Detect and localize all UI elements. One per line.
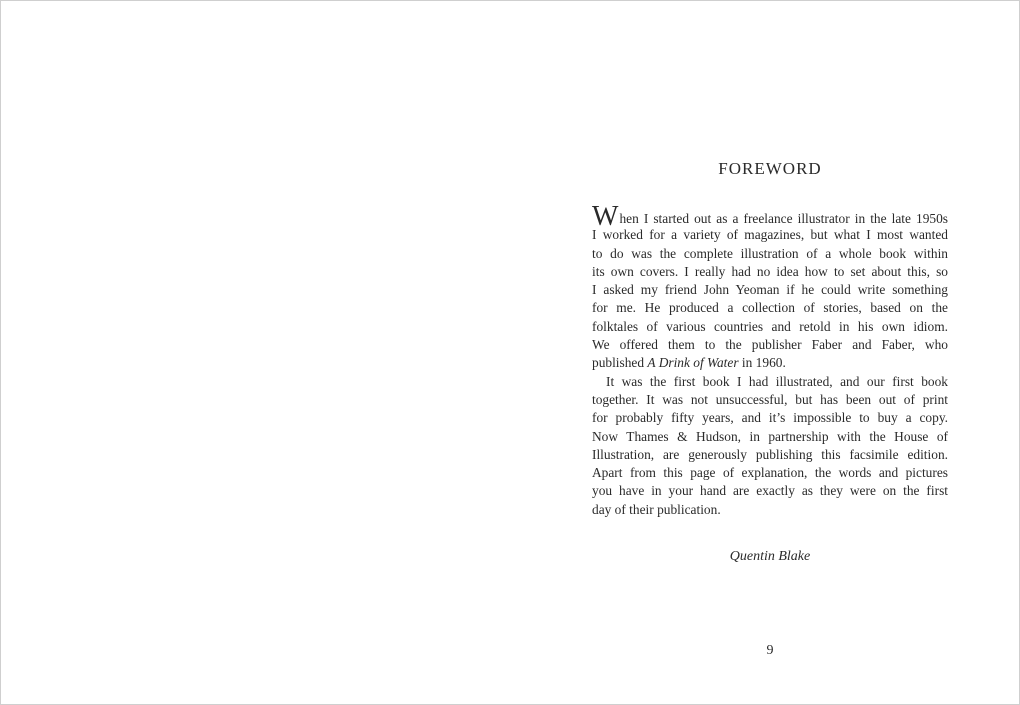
- paragraph-line: Now Thames & Hudson, in partnership with the House of: [592, 428, 948, 444]
- paragraph-line: for me. He produced a collection of stories, based on the: [592, 300, 948, 316]
- line-text: published: [592, 355, 648, 371]
- paragraph-line: together. It was not unsuccessful, but has been out of print: [592, 391, 948, 407]
- foreword-text: [592, 201, 948, 519]
- paragraph-line: to do was the complete illustration of a whole book within: [592, 245, 948, 261]
- paragraph-line: It was the first book I had illustrated, and our first book: [606, 373, 948, 389]
- paragraph-line: day of their publication.: [592, 501, 721, 517]
- page-title: FOREWORD: [718, 159, 822, 178]
- book-title: A Drink of Water: [647, 355, 739, 371]
- paragraph-line: folktales of various countries and retold in his own idiom.: [592, 318, 948, 334]
- line-text: in 1960.: [738, 355, 786, 371]
- paragraph-line: Illustration, are generously publishing this facsimile edition.: [592, 446, 948, 462]
- signature: Quentin Blake: [729, 549, 811, 564]
- paragraph-line: its own covers. I really had no idea how to set about this, so: [592, 263, 948, 279]
- paragraph-line: Apart from this page of explanation, the words and pictures: [592, 465, 948, 481]
- paragraph-line: you have in your hand are exactly as they were on the first: [592, 483, 948, 499]
- paragraph-line: for probably fifty years, and it’s impossible to buy a copy.: [592, 410, 948, 426]
- paragraph-line: [592, 201, 948, 232]
- paragraph-line: I asked my friend John Yeoman if he could write something: [592, 282, 948, 298]
- line-text: hen I started out as a freelance illustrator in the late 1950s: [619, 211, 948, 226]
- paragraph-line: [592, 354, 948, 372]
- drop-cap: W: [592, 201, 619, 232]
- page-number: 9: [766, 643, 774, 658]
- paragraph-line: We offered them to the publisher Faber and Faber, who: [592, 337, 948, 353]
- paragraph-line: I worked for a variety of magazines, but what I most wanted: [592, 227, 948, 243]
